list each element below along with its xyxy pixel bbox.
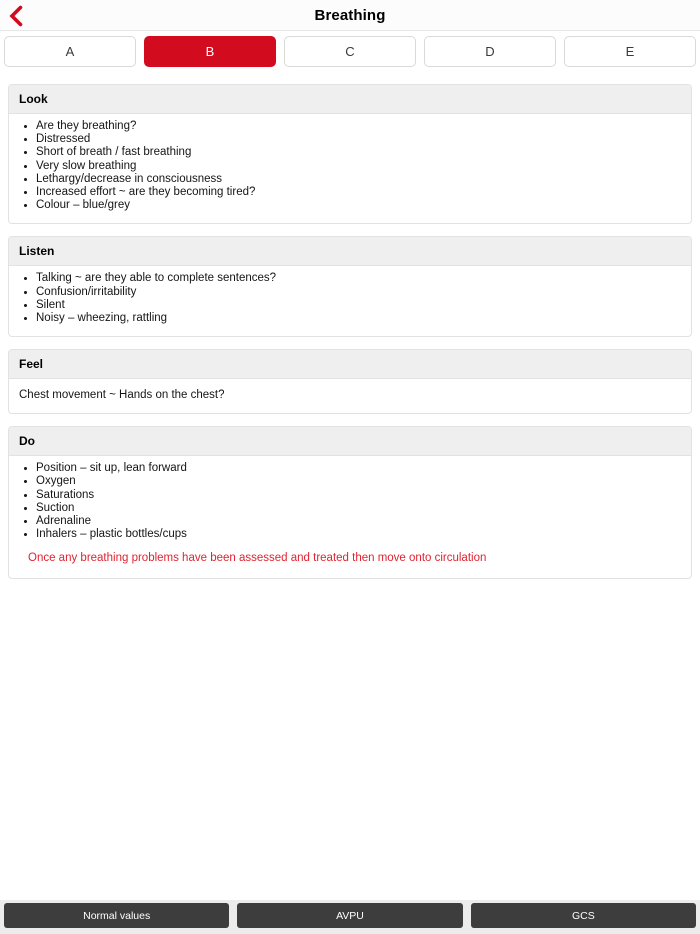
feel-section <box>8 349 692 414</box>
list-item: • Silent <box>36 299 681 312</box>
list-item: • Short of breath / fast breathing <box>36 146 681 159</box>
listen-section-title: Listen <box>9 237 691 266</box>
listen-list <box>19 272 681 325</box>
page-title: Breathing <box>314 6 386 24</box>
list-item: • Very slow breathing <box>36 160 681 173</box>
do-section-title: Do <box>9 427 691 456</box>
list-item: • Increased effort ~ are they becoming tired? <box>36 186 681 199</box>
list-item: • Confusion/irritability <box>36 286 681 299</box>
chevron-left-icon <box>9 5 23 27</box>
list-item: • Distressed <box>36 133 681 146</box>
circulation-note: Once any breathing problems have been assessed and treated then move onto circulation <box>28 552 487 565</box>
list-item: • Noisy – wheezing, rattling <box>36 312 681 325</box>
look-section-title: Look <box>9 85 691 114</box>
feel-text: Chest movement ~ Hands on the chest? <box>19 389 225 402</box>
avpu-button[interactable]: AVPU <box>237 903 462 928</box>
abcde-tab-bar <box>0 31 700 76</box>
do-section-body <box>9 456 691 578</box>
listen-section <box>8 236 692 337</box>
list-item: • Inhalers – plastic bottles/cups <box>36 528 681 541</box>
listen-section-body <box>9 266 691 336</box>
list-item: • Colour – blue/grey <box>36 199 681 212</box>
list-item: • Adrenaline <box>36 515 681 528</box>
look-section-body <box>9 114 691 223</box>
look-section <box>8 84 692 224</box>
normal-values-button[interactable]: Normal values <box>4 903 229 928</box>
footer-toolbar <box>0 900 700 934</box>
content-area <box>0 76 700 579</box>
tab-e[interactable]: E <box>564 36 696 67</box>
tab-a[interactable]: A <box>4 36 136 67</box>
gcs-button[interactable]: GCS <box>471 903 696 928</box>
list-item: • Are they breathing? <box>36 120 681 133</box>
tab-c[interactable]: C <box>284 36 416 67</box>
tab-d[interactable]: D <box>424 36 556 67</box>
list-item: • Oxygen <box>36 475 681 488</box>
list-item: • Talking ~ are they able to complete sentences? <box>36 272 681 285</box>
do-section <box>8 426 692 579</box>
back-button[interactable] <box>9 4 29 28</box>
do-list <box>19 462 681 541</box>
list-item: • Lethargy/decrease in consciousness <box>36 173 681 186</box>
look-list <box>19 120 681 212</box>
list-item: • Position – sit up, lean forward <box>36 462 681 475</box>
feel-section-title: Feel <box>9 350 691 379</box>
feel-section-body <box>9 379 691 413</box>
list-item: • Suction <box>36 502 681 515</box>
navigation-bar <box>0 0 700 31</box>
list-item: • Saturations <box>36 489 681 502</box>
tab-b[interactable]: B <box>144 36 276 67</box>
